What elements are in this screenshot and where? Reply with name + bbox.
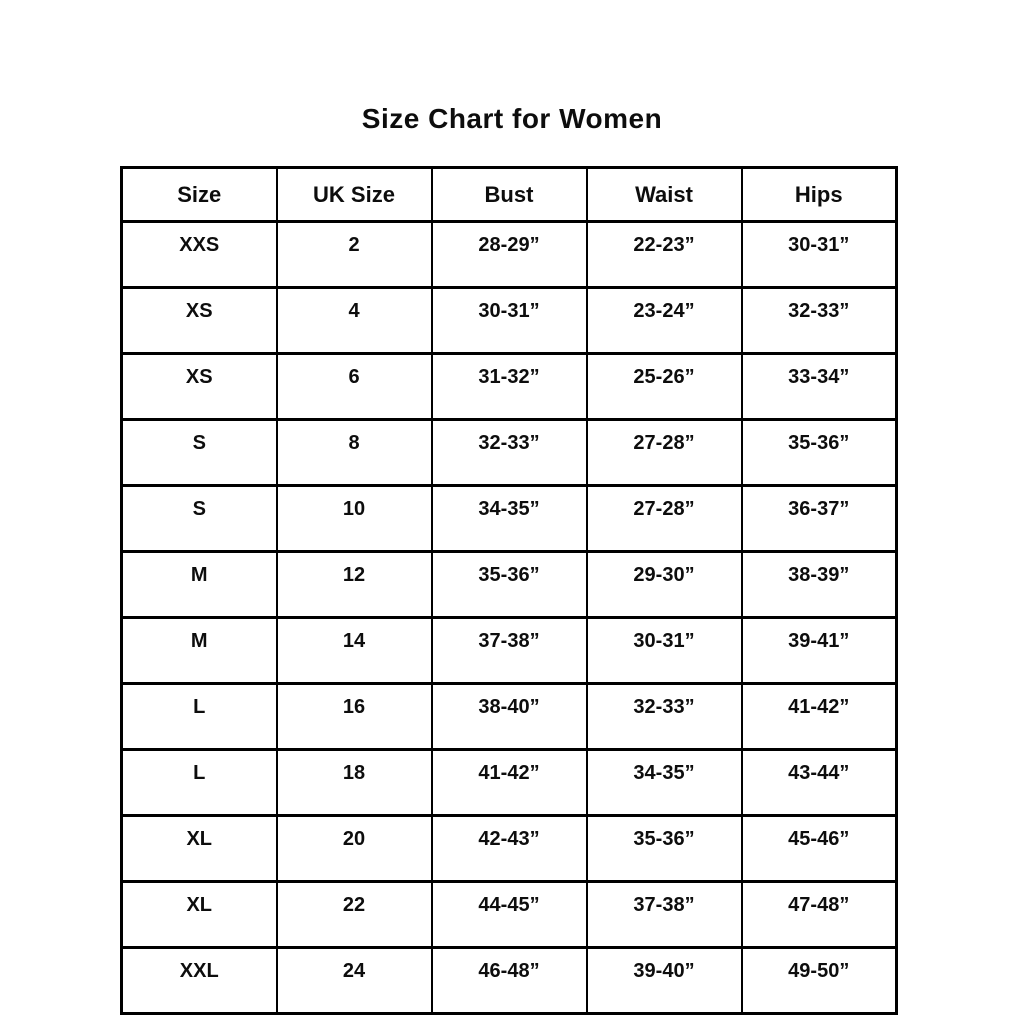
- table-cell: 39-40”: [587, 948, 742, 1014]
- table-cell: 22-23”: [587, 222, 742, 288]
- table-cell: XS: [122, 288, 277, 354]
- table-row: [122, 684, 897, 750]
- table-cell: 8: [277, 420, 432, 486]
- column-header-bust: Bust: [432, 168, 587, 222]
- table-cell: 27-28”: [587, 486, 742, 552]
- table-cell: 22: [277, 882, 432, 948]
- table-cell: 27-28”: [587, 420, 742, 486]
- table-row: [122, 288, 897, 354]
- table-cell: 49-50”: [742, 948, 897, 1014]
- table-cell: L: [122, 750, 277, 816]
- table-cell: 38-40”: [432, 684, 587, 750]
- size-chart-table: [120, 166, 898, 1015]
- table-cell: 24: [277, 948, 432, 1014]
- table-cell: 23-24”: [587, 288, 742, 354]
- table-cell: 2: [277, 222, 432, 288]
- header-row: [122, 168, 897, 222]
- table-cell: 42-43”: [432, 816, 587, 882]
- table-cell: 32-33”: [587, 684, 742, 750]
- table-row: [122, 354, 897, 420]
- table-cell: XS: [122, 354, 277, 420]
- table-cell: 4: [277, 288, 432, 354]
- table-cell: 34-35”: [432, 486, 587, 552]
- table-cell: S: [122, 486, 277, 552]
- table-row: [122, 222, 897, 288]
- table-cell: 35-36”: [432, 552, 587, 618]
- table-cell: 30-31”: [432, 288, 587, 354]
- table-cell: 43-44”: [742, 750, 897, 816]
- table-cell: 41-42”: [432, 750, 587, 816]
- column-header-uk-size: UK Size: [277, 168, 432, 222]
- table-cell: 6: [277, 354, 432, 420]
- table-cell: 33-34”: [742, 354, 897, 420]
- table-cell: 44-45”: [432, 882, 587, 948]
- column-header-size: Size: [122, 168, 277, 222]
- table-row: [122, 882, 897, 948]
- table-cell: XXS: [122, 222, 277, 288]
- table-cell: S: [122, 420, 277, 486]
- table-cell: 16: [277, 684, 432, 750]
- page-title: Size Chart for Women: [361, 103, 663, 134]
- table-cell: 38-39”: [742, 552, 897, 618]
- table-cell: 35-36”: [742, 420, 897, 486]
- table-cell: 10: [277, 486, 432, 552]
- table-row: [122, 816, 897, 882]
- table-cell: M: [122, 618, 277, 684]
- column-header-waist: Waist: [587, 168, 742, 222]
- table-cell: 34-35”: [587, 750, 742, 816]
- table-cell: 47-48”: [742, 882, 897, 948]
- table-cell: 25-26”: [587, 354, 742, 420]
- table-cell: 28-29”: [432, 222, 587, 288]
- table-cell: 12: [277, 552, 432, 618]
- table-cell: 37-38”: [587, 882, 742, 948]
- table-cell: 29-30”: [587, 552, 742, 618]
- table-cell: 30-31”: [742, 222, 897, 288]
- table-cell: 46-48”: [432, 948, 587, 1014]
- table-cell: M: [122, 552, 277, 618]
- table-cell: XXL: [122, 948, 277, 1014]
- table-cell: 18: [277, 750, 432, 816]
- column-header-hips: Hips: [742, 168, 897, 222]
- table-row: [122, 486, 897, 552]
- table-row: [122, 618, 897, 684]
- table-cell: L: [122, 684, 277, 750]
- table-cell: 20: [277, 816, 432, 882]
- table-cell: 31-32”: [432, 354, 587, 420]
- table-cell: 32-33”: [432, 420, 587, 486]
- table-cell: XL: [122, 882, 277, 948]
- table-cell: 36-37”: [742, 486, 897, 552]
- table-cell: 30-31”: [587, 618, 742, 684]
- table-cell: 45-46”: [742, 816, 897, 882]
- table-cell: 41-42”: [742, 684, 897, 750]
- size-table-body: [122, 222, 897, 1014]
- table-cell: 35-36”: [587, 816, 742, 882]
- table-cell: 37-38”: [432, 618, 587, 684]
- table-cell: 32-33”: [742, 288, 897, 354]
- table-cell: XL: [122, 816, 277, 882]
- table-row: [122, 552, 897, 618]
- table-header: [122, 168, 897, 222]
- table-row: [122, 948, 897, 1014]
- table-cell: 14: [277, 618, 432, 684]
- table-row: [122, 420, 897, 486]
- table-row: [122, 750, 897, 816]
- table-cell: 39-41”: [742, 618, 897, 684]
